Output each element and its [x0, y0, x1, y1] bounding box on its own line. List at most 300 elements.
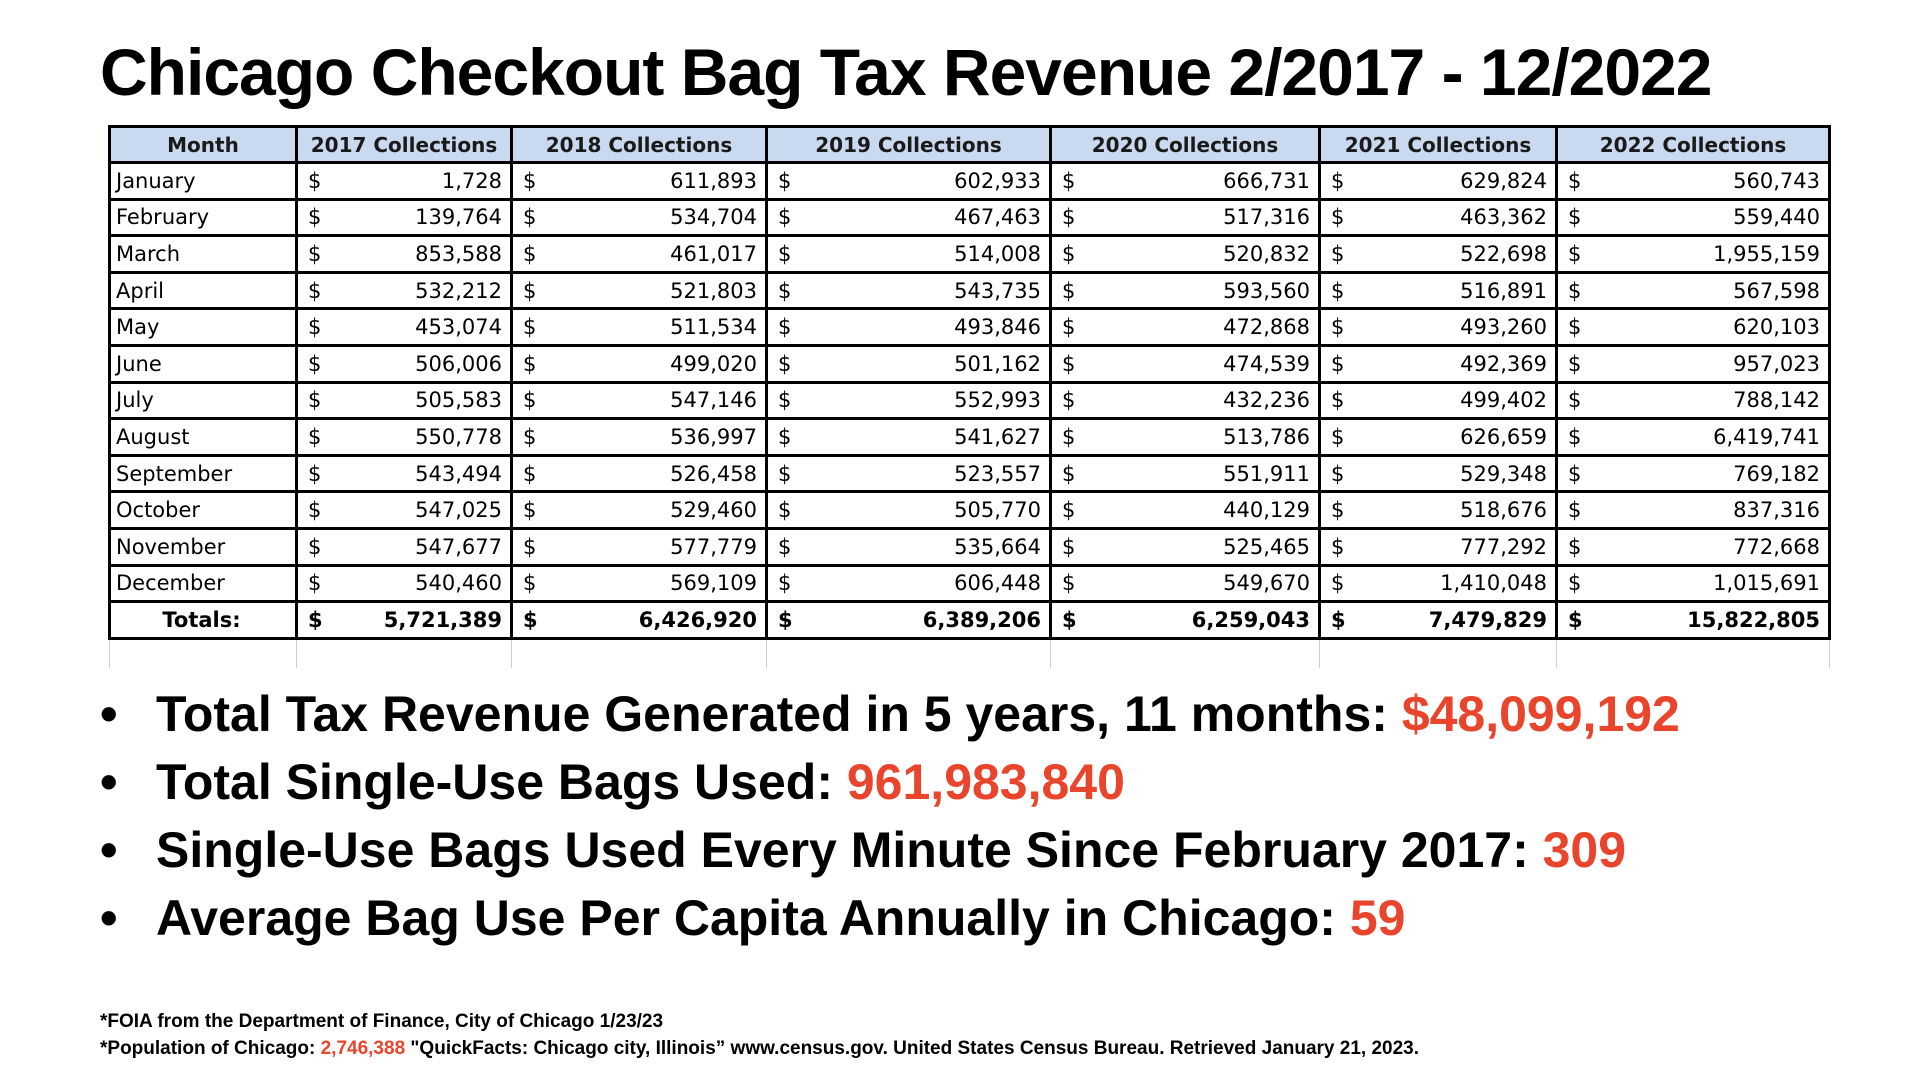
amount-value: 492,369 [1460, 351, 1547, 376]
table-header-row [110, 127, 1830, 163]
bullet-text: Total Single-Use Bags Used: [156, 754, 847, 810]
table-cell-amount [1320, 565, 1557, 602]
amount-value: 611,893 [670, 168, 757, 193]
currency-symbol: $ [523, 388, 537, 413]
currency-symbol: $ [1331, 607, 1346, 632]
currency-symbol: $ [1062, 315, 1076, 340]
empty-cell [110, 638, 297, 668]
bullet-highlight-value: $48,099,192 [1401, 686, 1680, 742]
amount-value: 493,846 [954, 315, 1041, 340]
amount-value: 511,534 [670, 315, 757, 340]
table-cell-amount [767, 492, 1051, 529]
amount-value: 569,109 [670, 571, 757, 596]
amount-value: 463,362 [1460, 205, 1547, 230]
currency-symbol: $ [1062, 534, 1076, 559]
currency-symbol: $ [1568, 205, 1582, 230]
currency-symbol: $ [778, 534, 792, 559]
table-cell-amount [297, 345, 512, 382]
table-cell-amount [767, 199, 1051, 236]
currency-symbol: $ [1062, 168, 1076, 193]
column-header: 2020 Collections [1051, 127, 1320, 163]
month-label: September [110, 455, 297, 492]
currency-symbol: $ [1331, 241, 1345, 266]
currency-symbol: $ [1568, 534, 1582, 559]
amount-value: 521,803 [670, 278, 757, 303]
table-cell-amount [1557, 492, 1830, 529]
empty-cell [1557, 638, 1830, 668]
table-cell-amount [297, 602, 512, 639]
bullet-text: Single-Use Bags Used Every Minute Since February 2017: [156, 822, 1543, 878]
table-cell-amount [297, 199, 512, 236]
amount-value: 547,146 [670, 388, 757, 413]
column-header: 2021 Collections [1320, 127, 1557, 163]
table-cell-amount [767, 163, 1051, 200]
currency-symbol: $ [1331, 498, 1345, 523]
empty-cell [1051, 638, 1320, 668]
table-cell-amount [297, 492, 512, 529]
amount-value: 577,779 [670, 534, 757, 559]
table-cell-amount [1320, 528, 1557, 565]
footnotes [100, 1008, 1860, 1062]
amount-value: 777,292 [1460, 534, 1547, 559]
amount-value: 626,659 [1460, 424, 1547, 449]
amount-value: 493,260 [1460, 315, 1547, 340]
table-row [110, 345, 1830, 382]
amount-value: 666,731 [1223, 168, 1310, 193]
table-row [110, 236, 1830, 273]
amount-value: 516,891 [1460, 278, 1547, 303]
amount-value: 5,721,389 [383, 607, 502, 632]
amount-value: 547,025 [415, 498, 502, 523]
table-cell-amount [767, 565, 1051, 602]
table-cell-amount [512, 345, 767, 382]
currency-symbol: $ [778, 278, 792, 303]
table-row [110, 455, 1830, 492]
currency-symbol: $ [523, 571, 537, 596]
summary-bullets [100, 680, 1860, 952]
table-cell-amount [297, 382, 512, 419]
month-label: November [110, 528, 297, 565]
table-row [110, 309, 1830, 346]
currency-symbol: $ [1331, 168, 1345, 193]
table-cell-amount [1051, 309, 1320, 346]
summary-bullet [100, 748, 1860, 816]
table-cell-amount [1557, 455, 1830, 492]
amount-value: 529,348 [1460, 461, 1547, 486]
table-cell-amount [1051, 199, 1320, 236]
currency-symbol: $ [308, 607, 323, 632]
currency-symbol: $ [308, 534, 322, 559]
currency-symbol: $ [1568, 498, 1582, 523]
month-label: June [110, 345, 297, 382]
amount-value: 6,426,920 [638, 607, 757, 632]
table-cell-amount [297, 309, 512, 346]
currency-symbol: $ [1568, 424, 1582, 449]
month-label: October [110, 492, 297, 529]
table-cell-amount [512, 199, 767, 236]
table-cell-amount [1320, 199, 1557, 236]
currency-symbol: $ [308, 278, 322, 303]
bullet-dot-icon: • [100, 686, 118, 742]
currency-symbol: $ [778, 351, 792, 376]
currency-symbol: $ [523, 607, 538, 632]
currency-symbol: $ [523, 315, 537, 340]
amount-value: 535,664 [954, 534, 1041, 559]
amount-value: 506,006 [415, 351, 502, 376]
bullet-text: Total Tax Revenue Generated in 5 years, 11 months: [156, 686, 1402, 742]
amount-value: 547,677 [415, 534, 502, 559]
empty-row [110, 638, 1830, 668]
currency-symbol: $ [1331, 534, 1345, 559]
currency-symbol: $ [523, 205, 537, 230]
table-cell-amount [512, 163, 767, 200]
amount-value: 593,560 [1223, 278, 1310, 303]
amount-value: 523,557 [954, 461, 1041, 486]
currency-symbol: $ [1568, 315, 1582, 340]
amount-value: 540,460 [415, 571, 502, 596]
amount-value: 1,955,159 [1713, 241, 1820, 266]
table-cell-amount [1557, 163, 1830, 200]
amount-value: 505,583 [415, 388, 502, 413]
currency-symbol: $ [1568, 241, 1582, 266]
table-cell-amount [297, 236, 512, 273]
amount-value: 474,539 [1223, 351, 1310, 376]
currency-symbol: $ [1062, 241, 1076, 266]
table-cell-amount [1557, 199, 1830, 236]
amount-value: 7,479,829 [1428, 607, 1547, 632]
table-cell-amount [767, 272, 1051, 309]
bullet-highlight-value: 961,983,840 [846, 754, 1125, 810]
amount-value: 560,743 [1733, 168, 1820, 193]
table-cell-amount [1051, 419, 1320, 456]
amount-value: 432,236 [1223, 388, 1310, 413]
table-cell-amount [1557, 528, 1830, 565]
currency-symbol: $ [1568, 461, 1582, 486]
revenue-table-container [108, 125, 1828, 668]
bullet-dot-icon: • [100, 822, 118, 878]
table-cell-amount [1320, 345, 1557, 382]
empty-cell [512, 638, 767, 668]
currency-symbol: $ [523, 168, 537, 193]
currency-symbol: $ [1331, 278, 1345, 303]
month-label: May [110, 309, 297, 346]
bullet-highlight-value: 309 [1542, 822, 1627, 878]
table-cell-amount [1320, 272, 1557, 309]
table-cell-amount [1557, 602, 1830, 639]
currency-symbol: $ [778, 205, 792, 230]
totals-row [110, 602, 1830, 639]
table-cell-amount [767, 345, 1051, 382]
table-cell-amount [1320, 163, 1557, 200]
amount-value: 520,832 [1223, 241, 1310, 266]
amount-value: 6,259,043 [1191, 607, 1310, 632]
currency-symbol: $ [1062, 388, 1076, 413]
currency-symbol: $ [308, 498, 322, 523]
column-header: 2019 Collections [767, 127, 1051, 163]
month-label: January [110, 163, 297, 200]
currency-symbol: $ [523, 278, 537, 303]
amount-value: 461,017 [670, 241, 757, 266]
table-cell-amount [767, 455, 1051, 492]
currency-symbol: $ [778, 498, 792, 523]
summary-bullet [100, 816, 1860, 884]
bullet-dot-icon: • [100, 754, 118, 810]
column-header: 2018 Collections [512, 127, 767, 163]
table-cell-amount [1320, 455, 1557, 492]
month-label: April [110, 272, 297, 309]
table-cell-amount [1557, 382, 1830, 419]
table-cell-amount [297, 565, 512, 602]
month-label: February [110, 199, 297, 236]
table-cell-amount [1051, 455, 1320, 492]
table-cell-amount [1051, 272, 1320, 309]
table-cell-amount [1557, 272, 1830, 309]
column-header: Month [110, 127, 297, 163]
currency-symbol: $ [778, 388, 792, 413]
revenue-table [108, 125, 1831, 668]
bullet-text: Average Bag Use Per Capita Annually in Chicago: [156, 890, 1350, 946]
table-cell-amount [1320, 382, 1557, 419]
table-cell-amount [1320, 602, 1557, 639]
currency-symbol: $ [1062, 205, 1076, 230]
table-row [110, 419, 1830, 456]
currency-symbol: $ [778, 461, 792, 486]
amount-value: 525,465 [1223, 534, 1310, 559]
currency-symbol: $ [523, 498, 537, 523]
amount-value: 769,182 [1733, 461, 1820, 486]
table-cell-amount [1051, 345, 1320, 382]
amount-value: 559,440 [1733, 205, 1820, 230]
amount-value: 518,676 [1460, 498, 1547, 523]
currency-symbol: $ [523, 241, 537, 266]
table-cell-amount [1557, 565, 1830, 602]
footnote-population-suffix: "QuickFacts: Chicago city, Illinois” www.census.gov. United States Census Bureau. Retrieved January 21, 2023. [405, 1038, 1420, 1059]
amount-value: 529,460 [670, 498, 757, 523]
amount-value: 837,316 [1733, 498, 1820, 523]
amount-value: 472,868 [1223, 315, 1310, 340]
table-cell-amount [512, 455, 767, 492]
table-cell-amount [512, 565, 767, 602]
table-row [110, 199, 1830, 236]
currency-symbol: $ [308, 315, 322, 340]
currency-symbol: $ [778, 607, 793, 632]
month-label: July [110, 382, 297, 419]
amount-value: 1,015,691 [1713, 571, 1820, 596]
page-title: Chicago Checkout Bag Tax Revenue 2/2017 - 12/2022 [100, 35, 1712, 109]
table-cell-amount [1557, 309, 1830, 346]
currency-symbol: $ [308, 351, 322, 376]
table-row [110, 492, 1830, 529]
table-cell-amount [1051, 602, 1320, 639]
amount-value: 788,142 [1733, 388, 1820, 413]
currency-symbol: $ [778, 424, 792, 449]
currency-symbol: $ [1568, 571, 1582, 596]
table-cell-amount [1051, 492, 1320, 529]
column-header: 2022 Collections [1557, 127, 1830, 163]
footnote-population-value: 2,746,388 [320, 1038, 406, 1059]
table-cell-amount [1051, 382, 1320, 419]
table-cell-amount [767, 382, 1051, 419]
table-cell-amount [1557, 236, 1830, 273]
month-label: December [110, 565, 297, 602]
table-row [110, 272, 1830, 309]
table-row [110, 565, 1830, 602]
amount-value: 551,911 [1223, 461, 1310, 486]
table-cell-amount [512, 272, 767, 309]
amount-value: 602,933 [954, 168, 1041, 193]
table-cell-amount [512, 602, 767, 639]
currency-symbol: $ [308, 168, 322, 193]
currency-symbol: $ [1568, 351, 1582, 376]
currency-symbol: $ [1062, 607, 1077, 632]
amount-value: 499,402 [1460, 388, 1547, 413]
table-cell-amount [1320, 419, 1557, 456]
empty-cell [297, 638, 512, 668]
currency-symbol: $ [1331, 461, 1345, 486]
amount-value: 513,786 [1223, 424, 1310, 449]
amount-value: 550,778 [415, 424, 502, 449]
currency-symbol: $ [1331, 424, 1345, 449]
table-cell-amount [1557, 419, 1830, 456]
month-label: August [110, 419, 297, 456]
amount-value: 505,770 [954, 498, 1041, 523]
amount-value: 543,735 [954, 278, 1041, 303]
amount-value: 536,997 [670, 424, 757, 449]
table-cell-amount [512, 236, 767, 273]
currency-symbol: $ [1568, 168, 1582, 193]
currency-symbol: $ [1062, 278, 1076, 303]
table-cell-amount [512, 309, 767, 346]
table-cell-amount [767, 419, 1051, 456]
column-header: 2017 Collections [297, 127, 512, 163]
table-cell-amount [297, 163, 512, 200]
table-cell-amount [1051, 236, 1320, 273]
currency-symbol: $ [308, 571, 322, 596]
table-cell-amount [1320, 236, 1557, 273]
currency-symbol: $ [523, 534, 537, 559]
currency-symbol: $ [523, 461, 537, 486]
amount-value: 1,410,048 [1440, 571, 1547, 596]
currency-symbol: $ [523, 351, 537, 376]
amount-value: 517,316 [1223, 205, 1310, 230]
currency-symbol: $ [778, 241, 792, 266]
currency-symbol: $ [1062, 571, 1076, 596]
currency-symbol: $ [1568, 278, 1582, 303]
footnote-population [100, 1035, 1860, 1062]
amount-value: 526,458 [670, 461, 757, 486]
currency-symbol: $ [778, 571, 792, 596]
currency-symbol: $ [1568, 388, 1582, 413]
amount-value: 552,993 [954, 388, 1041, 413]
table-cell-amount [512, 419, 767, 456]
amount-value: 501,162 [954, 351, 1041, 376]
currency-symbol: $ [308, 388, 322, 413]
amount-value: 467,463 [954, 205, 1041, 230]
currency-symbol: $ [308, 241, 322, 266]
currency-symbol: $ [778, 315, 792, 340]
currency-symbol: $ [1331, 571, 1345, 596]
currency-symbol: $ [1062, 424, 1076, 449]
totals-label: Totals: [110, 602, 297, 639]
currency-symbol: $ [1331, 205, 1345, 230]
amount-value: 957,023 [1733, 351, 1820, 376]
amount-value: 522,698 [1460, 241, 1547, 266]
amount-value: 772,668 [1733, 534, 1820, 559]
currency-symbol: $ [308, 205, 322, 230]
amount-value: 853,588 [415, 241, 502, 266]
currency-symbol: $ [308, 424, 322, 449]
table-cell-amount [1557, 345, 1830, 382]
currency-symbol: $ [1568, 607, 1583, 632]
table-cell-amount [1320, 309, 1557, 346]
amount-value: 514,008 [954, 241, 1041, 266]
table-cell-amount [1051, 163, 1320, 200]
table-row [110, 163, 1830, 200]
table-cell-amount [297, 455, 512, 492]
table-cell-amount [512, 528, 767, 565]
amount-value: 549,670 [1223, 571, 1310, 596]
amount-value: 534,704 [670, 205, 757, 230]
amount-value: 620,103 [1733, 315, 1820, 340]
amount-value: 532,212 [415, 278, 502, 303]
table-cell-amount [767, 309, 1051, 346]
amount-value: 6,419,741 [1713, 424, 1820, 449]
amount-value: 139,764 [415, 205, 502, 230]
currency-symbol: $ [1062, 498, 1076, 523]
table-cell-amount [297, 528, 512, 565]
table-cell-amount [1320, 492, 1557, 529]
amount-value: 499,020 [670, 351, 757, 376]
amount-value: 541,627 [954, 424, 1041, 449]
table-cell-amount [767, 602, 1051, 639]
currency-symbol: $ [523, 424, 537, 449]
amount-value: 629,824 [1460, 168, 1547, 193]
amount-value: 453,074 [415, 315, 502, 340]
table-row [110, 382, 1830, 419]
amount-value: 1,728 [441, 168, 502, 193]
table-cell-amount [767, 236, 1051, 273]
amount-value: 15,822,805 [1687, 607, 1820, 632]
amount-value: 567,598 [1733, 278, 1820, 303]
amount-value: 543,494 [415, 461, 502, 486]
table-cell-amount [297, 419, 512, 456]
empty-cell [767, 638, 1051, 668]
table-row [110, 528, 1830, 565]
footnote-foia: *FOIA from the Department of Finance, City of Chicago 1/23/23 [100, 1011, 664, 1032]
currency-symbol: $ [1062, 351, 1076, 376]
table-cell-amount [767, 528, 1051, 565]
currency-symbol: $ [1062, 461, 1076, 486]
table-cell-amount [297, 272, 512, 309]
footnote-population-prefix: *Population of Chicago: [100, 1038, 321, 1059]
bullet-dot-icon: • [100, 890, 118, 946]
table-cell-amount [512, 492, 767, 529]
currency-symbol: $ [1331, 351, 1345, 376]
table-cell-amount [512, 382, 767, 419]
summary-bullet [100, 884, 1860, 952]
amount-value: 440,129 [1223, 498, 1310, 523]
currency-symbol: $ [778, 168, 792, 193]
summary-bullet [100, 680, 1860, 748]
currency-symbol: $ [1331, 315, 1345, 340]
currency-symbol: $ [308, 461, 322, 486]
month-label: March [110, 236, 297, 273]
table-cell-amount [1051, 565, 1320, 602]
empty-cell [1320, 638, 1557, 668]
currency-symbol: $ [1331, 388, 1345, 413]
amount-value: 6,389,206 [922, 607, 1041, 632]
amount-value: 606,448 [954, 571, 1041, 596]
